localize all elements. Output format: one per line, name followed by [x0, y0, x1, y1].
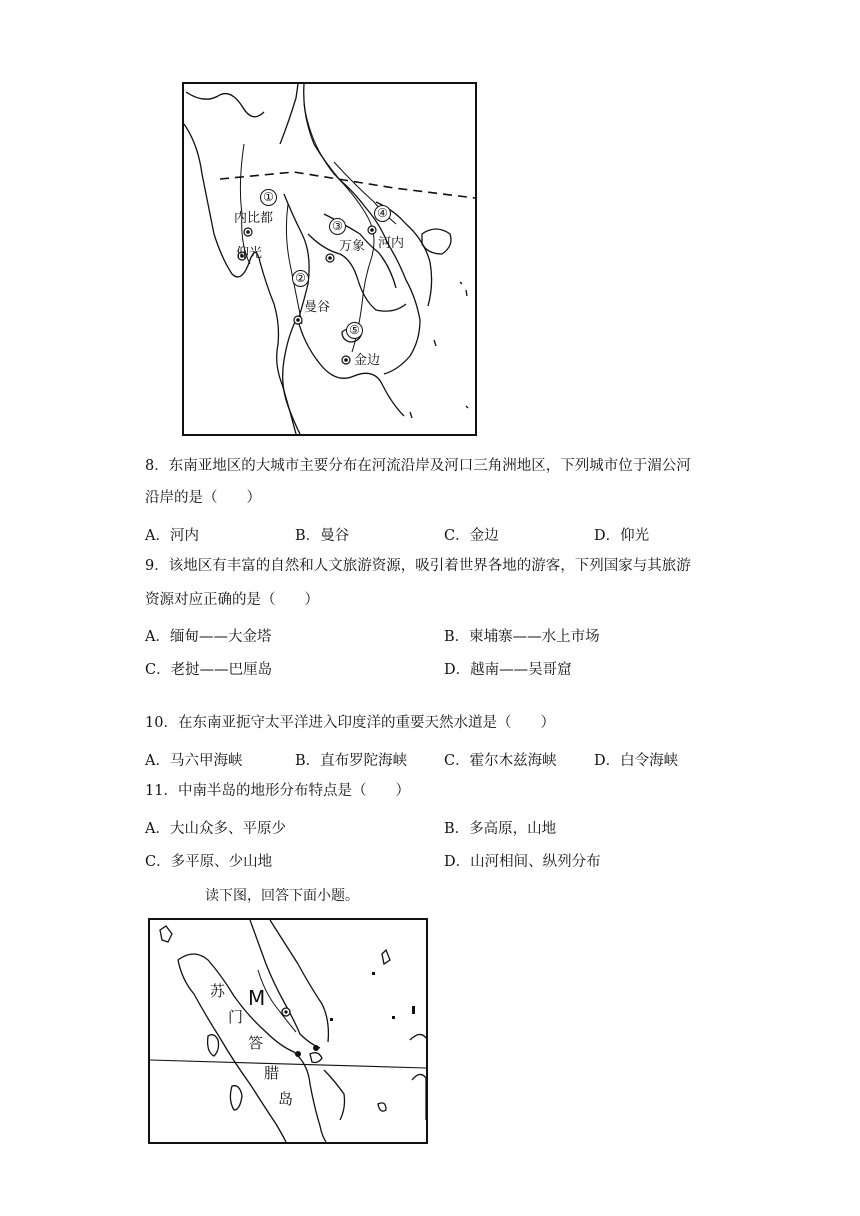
map1-label-n1: ①: [260, 189, 277, 206]
indochina-map-drawing: [184, 84, 475, 434]
map1-label-yangon: 仰光: [236, 246, 263, 261]
question-10-option-a: A．马六甲海峡: [145, 753, 243, 769]
map1-label-n3: ③: [329, 218, 346, 235]
question-8-option-d: D．仰光: [594, 528, 650, 544]
map2-label-su: 苏: [210, 982, 226, 1000]
question-10-option-c: C．霍尔木兹海峡: [444, 753, 557, 769]
map1-label-naypyidaw: 内比都: [234, 211, 274, 226]
question-8-line-2: 沿岸的是（ ）: [145, 490, 261, 506]
question-11-option-c: C．多平原、少山地: [145, 854, 273, 870]
question-8-option-b: B．曼谷: [295, 528, 350, 544]
question-11-line-1: 11．中南半岛的地形分布特点是（ ）: [145, 783, 410, 799]
question-11-option-d: D．山河相间、纵列分布: [444, 854, 601, 870]
question-10-line-1: 10．在东南亚扼守太平洋进入印度洋的重要天然水道是（ ）: [145, 715, 555, 731]
sumatra-map-drawing: [150, 920, 426, 1142]
map2-label-da: 答: [248, 1034, 264, 1052]
map1-label-n2: ②: [292, 270, 309, 287]
question-11-option-b: B．多高原，山地: [444, 821, 557, 837]
map2-label-men: 门: [228, 1008, 244, 1026]
map1-label-hanoi: 河内: [378, 236, 405, 251]
question-8-option-a: A．河内: [145, 528, 199, 544]
question-8-line-1: 8．东南亚地区的大城市主要分布在河流沿岸及河口三角洲地区，下列城市位于湄公河: [145, 458, 691, 474]
map2-label-m: M: [248, 986, 266, 1010]
question-9-option-a: A．缅甸——大金塔: [145, 629, 272, 645]
question-9-line-1: 9．该地区有丰富的自然和人文旅游资源，吸引着世界各地的游客，下列国家与其旅游: [145, 558, 691, 574]
question-9-line-2: 资源对应正确的是（ ）: [145, 592, 319, 608]
map1-label-n5: ⑤: [346, 322, 363, 339]
map2-label-la: 腊: [264, 1064, 280, 1082]
map1-label-n4: ④: [374, 205, 391, 222]
map2-instruction: 读下图，回答下面小题。: [205, 888, 359, 904]
question-10-option-b: B．直布罗陀海峡: [295, 753, 408, 769]
indochina-map: [182, 82, 477, 436]
map1-label-vientiane: 万象: [339, 239, 366, 254]
question-11-option-a: A．大山众多、平原少: [145, 821, 286, 837]
question-9-option-b: B．柬埔寨——水上市场: [444, 629, 600, 645]
question-10-option-d: D．白令海峡: [594, 753, 679, 769]
question-9-option-c: C．老挝——巴厘岛: [145, 662, 273, 678]
sumatra-map: [148, 918, 428, 1144]
map1-label-bangkok: 曼谷: [304, 300, 331, 315]
question-9-option-d: D．越南——吴哥窟: [444, 662, 572, 678]
question-8-option-c: C．金边: [444, 528, 499, 544]
map2-label-dao: 岛: [278, 1090, 294, 1108]
map1-label-phnompenh: 金边: [354, 353, 381, 368]
